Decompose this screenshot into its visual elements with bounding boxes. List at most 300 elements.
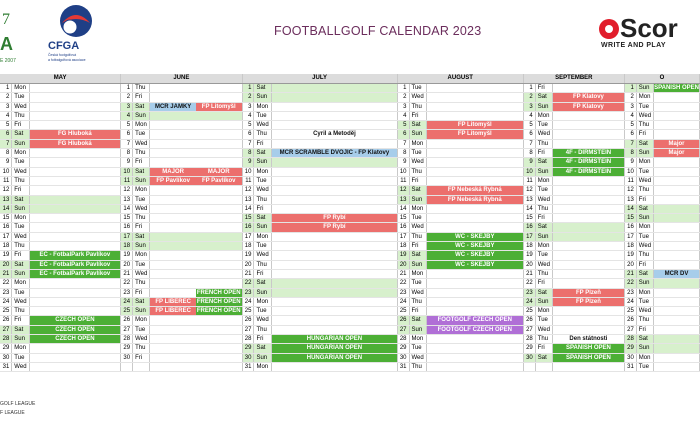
event-cell xyxy=(426,353,523,362)
day-number: 3 xyxy=(0,102,12,111)
weekday: Thu xyxy=(254,260,272,269)
event-cell xyxy=(552,223,624,232)
calendar-row xyxy=(0,362,700,371)
weekday: Fri xyxy=(535,214,552,223)
event-cell xyxy=(272,214,397,223)
day-number: 20 xyxy=(624,260,636,269)
event-label: SPANISH OPEN xyxy=(553,344,624,352)
day-number: 15 xyxy=(0,214,12,223)
day-number: 10 xyxy=(624,167,636,176)
weekday: Thu xyxy=(133,344,150,353)
league-logo-letter: A xyxy=(0,34,13,54)
day-number: 12 xyxy=(624,186,636,195)
event-cell xyxy=(654,353,700,362)
day-number: 25 xyxy=(523,307,535,316)
day-number: 14 xyxy=(242,204,254,213)
event-cell xyxy=(654,130,700,139)
day-number: 30 xyxy=(624,353,636,362)
event-label: FP Klatovy xyxy=(553,103,624,111)
day-number: 29 xyxy=(121,344,133,353)
event-cell xyxy=(426,167,523,176)
calendar-row xyxy=(0,242,700,251)
day-number: 11 xyxy=(397,176,409,185)
weekday: Mon xyxy=(636,223,653,232)
weekday: Tue xyxy=(636,167,653,176)
weekday: Thu xyxy=(12,111,29,120)
weekday: Wed xyxy=(133,204,150,213)
weekday: Sat xyxy=(535,223,552,232)
event-cell xyxy=(150,186,242,195)
weekday xyxy=(535,362,552,371)
weekday: Mon xyxy=(535,307,552,316)
day-number: 23 xyxy=(523,288,535,297)
day-number: 1 xyxy=(121,84,133,93)
weekday: Sun xyxy=(133,176,150,185)
weekday: Sun xyxy=(12,269,29,278)
empty-slot xyxy=(150,289,196,297)
event-label: FP Plzeň xyxy=(553,298,624,306)
weekday: Fri xyxy=(12,186,29,195)
event-cell xyxy=(29,297,121,306)
day-number: 20 xyxy=(0,260,12,269)
event-cell xyxy=(150,279,242,288)
calendar-row xyxy=(0,288,700,297)
event-cell xyxy=(29,158,121,167)
day-number: 9 xyxy=(0,158,12,167)
weekday: Thu xyxy=(133,214,150,223)
event-cell xyxy=(150,242,242,251)
weekday: Tue xyxy=(636,362,653,371)
event-cell xyxy=(552,353,624,362)
weekday: Tue xyxy=(409,149,426,158)
event-cell xyxy=(654,269,700,278)
event-label: FP Litomyšl xyxy=(196,103,242,111)
weekday: Tue xyxy=(409,84,426,93)
day-number: 19 xyxy=(121,251,133,260)
weekday: Sat xyxy=(409,186,426,195)
day-number: 27 xyxy=(121,325,133,334)
event-cell xyxy=(552,288,624,297)
day-number: 13 xyxy=(624,195,636,204)
day-number: 9 xyxy=(242,158,254,167)
weekday: Mon xyxy=(535,242,552,251)
event-cell xyxy=(426,297,523,306)
calendar-row xyxy=(0,195,700,204)
event-cell xyxy=(552,121,624,130)
event-cell xyxy=(150,344,242,353)
weekday: Sun xyxy=(636,214,653,223)
event-cell xyxy=(29,325,121,334)
event-cell xyxy=(29,260,121,269)
day-number: 15 xyxy=(523,214,535,223)
day-number: 15 xyxy=(242,214,254,223)
event-cell xyxy=(150,335,242,344)
cfga-sub2: a fotbalgolfová asociace xyxy=(48,58,86,62)
weekday: Fri xyxy=(636,260,653,269)
day-number: 16 xyxy=(397,223,409,232)
weekday: Tue xyxy=(133,195,150,204)
weekday: Sat xyxy=(535,353,552,362)
event-cell xyxy=(29,130,121,139)
event-label: FP Pavlíkov xyxy=(150,177,196,185)
day-number: 7 xyxy=(0,139,12,148)
day-number: 15 xyxy=(624,214,636,223)
event-label: FP LIBEREC xyxy=(150,307,196,315)
event-cell xyxy=(150,93,242,102)
weekday: Sun xyxy=(12,204,29,213)
weekday: Sun xyxy=(636,344,653,353)
weekday: Tue xyxy=(535,186,552,195)
day-number: 18 xyxy=(242,242,254,251)
event-cell xyxy=(150,307,242,316)
event-cell xyxy=(29,362,121,371)
weekday: Wed xyxy=(409,353,426,362)
day-number: 22 xyxy=(397,279,409,288)
event-cell xyxy=(29,335,121,344)
weekday: Sun xyxy=(535,232,552,241)
event-label: FG Hluboká xyxy=(30,130,121,138)
event-cell xyxy=(654,121,700,130)
day-number: 1 xyxy=(624,84,636,93)
day-number: 10 xyxy=(0,167,12,176)
calendar-table xyxy=(0,74,700,372)
event-cell xyxy=(272,251,397,260)
event-cell xyxy=(272,84,397,93)
month-header: SEPTEMBER xyxy=(523,74,624,84)
weekday: Tue xyxy=(636,297,653,306)
day-number: 24 xyxy=(523,297,535,306)
weekday: Thu xyxy=(12,176,29,185)
day-number: 26 xyxy=(121,316,133,325)
day-number: 20 xyxy=(397,260,409,269)
weekday: Sat xyxy=(12,130,29,139)
day-number: 28 xyxy=(121,335,133,344)
event-cell xyxy=(150,167,242,176)
day-number: 11 xyxy=(242,176,254,185)
event-label: SPANISH OPEN xyxy=(654,85,699,91)
weekday: Thu xyxy=(133,279,150,288)
weekday: Tue xyxy=(409,214,426,223)
weekday: Mon xyxy=(409,204,426,213)
weekday: Sun xyxy=(254,93,272,102)
event-cell xyxy=(29,214,121,223)
event-cell xyxy=(150,176,242,185)
weekday: Sat xyxy=(409,316,426,325)
event-label: FP Litomyšl xyxy=(427,130,523,138)
day-number: 6 xyxy=(121,130,133,139)
weekday: Sat xyxy=(636,139,653,148)
day-number: 22 xyxy=(121,279,133,288)
day-number: 5 xyxy=(242,121,254,130)
weekday: Sun xyxy=(133,307,150,316)
weekday: Wed xyxy=(133,139,150,148)
day-number: 17 xyxy=(0,232,12,241)
bottom-notes xyxy=(0,400,35,418)
day-number: 19 xyxy=(0,251,12,260)
weekday: Tue xyxy=(535,251,552,260)
event-label: FRENCH OPEN xyxy=(196,289,241,296)
day-number: 22 xyxy=(242,279,254,288)
event-cell xyxy=(654,195,700,204)
day-number: 7 xyxy=(121,139,133,148)
weekday: Fri xyxy=(133,158,150,167)
event-cell xyxy=(654,84,700,93)
day-number: 1 xyxy=(242,84,254,93)
day-number: 12 xyxy=(121,186,133,195)
weekday: Fri xyxy=(409,307,426,316)
day-number: 23 xyxy=(624,288,636,297)
event-cell xyxy=(272,297,397,306)
day-number: 31 xyxy=(397,362,409,371)
weekday: Thu xyxy=(636,316,653,325)
weekday: Sun xyxy=(133,242,150,251)
day-number: 5 xyxy=(0,121,12,130)
weekday: Fri xyxy=(133,353,150,362)
day-number: 3 xyxy=(624,102,636,111)
weekday: Mon xyxy=(254,362,272,371)
event-label: HUNGARIAN OPEN xyxy=(272,344,396,352)
day-number: 3 xyxy=(121,102,133,111)
scor-wordmark xyxy=(598,13,678,43)
day-number: 29 xyxy=(0,344,12,353)
day-number: 20 xyxy=(121,260,133,269)
event-cell xyxy=(654,260,700,269)
day-number: 17 xyxy=(397,232,409,241)
event-cell xyxy=(272,195,397,204)
event-label: Den státnosti xyxy=(569,336,608,343)
event-cell xyxy=(272,93,397,102)
day-number: 23 xyxy=(121,288,133,297)
event-cell xyxy=(654,167,700,176)
day-number: 8 xyxy=(523,149,535,158)
event-cell xyxy=(552,176,624,185)
event-cell xyxy=(150,297,242,306)
day-number: 29 xyxy=(242,344,254,353)
event-cell xyxy=(272,149,397,158)
event-cell xyxy=(272,204,397,213)
weekday: Sun xyxy=(254,223,272,232)
calendar-row xyxy=(0,139,700,148)
event-label: HUNGARIAN OPEN xyxy=(272,354,396,362)
event-cell xyxy=(29,176,121,185)
calendar-row xyxy=(0,149,700,158)
event-cell xyxy=(654,307,700,316)
event-cell xyxy=(272,288,397,297)
day-number: 2 xyxy=(523,93,535,102)
event-cell xyxy=(29,223,121,232)
event-cell xyxy=(272,307,397,316)
calendar-row xyxy=(0,232,700,241)
weekday: Wed xyxy=(12,297,29,306)
weekday: Sun xyxy=(254,158,272,167)
day-number: 8 xyxy=(121,149,133,158)
event-cell xyxy=(426,176,523,185)
calendar-row xyxy=(0,307,700,316)
day-number: 21 xyxy=(523,269,535,278)
day-number: 26 xyxy=(523,316,535,325)
event-label: FP Klatovy xyxy=(553,93,624,101)
day-number: 7 xyxy=(242,139,254,148)
weekday: Wed xyxy=(636,111,653,120)
event-cell xyxy=(654,335,700,344)
weekday: Tue xyxy=(636,102,653,111)
weekday: Thu xyxy=(535,204,552,213)
event-cell xyxy=(426,344,523,353)
weekday: Mon xyxy=(409,335,426,344)
weekday: Wed xyxy=(254,316,272,325)
event-cell xyxy=(426,130,523,139)
event-cell xyxy=(150,204,242,213)
event-cell xyxy=(29,251,121,260)
day-number: 16 xyxy=(121,223,133,232)
weekday: Tue xyxy=(12,93,29,102)
event-cell xyxy=(29,288,121,297)
day-number: 2 xyxy=(242,93,254,102)
day-number: 4 xyxy=(242,111,254,120)
day-number: 6 xyxy=(397,130,409,139)
weekday: Sat xyxy=(133,232,150,241)
event-cell xyxy=(552,93,624,102)
event-cell xyxy=(150,195,242,204)
weekday: Wed xyxy=(409,158,426,167)
day-number: 27 xyxy=(397,325,409,334)
event-cell xyxy=(552,102,624,111)
day-number: 31 xyxy=(624,362,636,371)
weekday: Sun xyxy=(409,260,426,269)
weekday: Sun xyxy=(535,102,552,111)
event-cell xyxy=(654,93,700,102)
calendar-row xyxy=(0,223,700,232)
weekday: Fri xyxy=(133,288,150,297)
event-cell xyxy=(552,84,624,93)
event-cell xyxy=(654,176,700,185)
day-number: 18 xyxy=(121,242,133,251)
weekday: Mon xyxy=(254,297,272,306)
event-label: CZECH OPEN xyxy=(30,326,121,334)
weekday: Thu xyxy=(535,139,552,148)
day-number: 24 xyxy=(242,297,254,306)
day-number: 19 xyxy=(624,251,636,260)
event-cell xyxy=(552,204,624,213)
calendar-row xyxy=(0,176,700,185)
event-cell xyxy=(426,93,523,102)
day-number: 13 xyxy=(397,195,409,204)
calendar-row xyxy=(0,297,700,306)
scor-tagline: WRITE AND PLAY xyxy=(601,42,666,49)
calendar-row xyxy=(0,186,700,195)
event-cell xyxy=(29,232,121,241)
weekday: Thu xyxy=(409,232,426,241)
weekday: Sun xyxy=(535,167,552,176)
weekday: Wed xyxy=(12,232,29,241)
event-cell xyxy=(552,111,624,120)
day-number: 5 xyxy=(624,121,636,130)
weekday: Mon xyxy=(535,111,552,120)
cfga-logo xyxy=(46,3,102,63)
weekday: Fri xyxy=(409,111,426,120)
day-number: 17 xyxy=(624,232,636,241)
event-label: FG Hluboká xyxy=(30,140,121,148)
event-cell xyxy=(552,232,624,241)
day-number: 28 xyxy=(0,335,12,344)
day-number: 22 xyxy=(523,279,535,288)
weekday: Mon xyxy=(12,149,29,158)
day-number: 2 xyxy=(0,93,12,102)
day-number: 5 xyxy=(397,121,409,130)
weekday: Fri xyxy=(535,84,552,93)
event-cell xyxy=(150,111,242,120)
day-number: 6 xyxy=(242,130,254,139)
event-label: HUNGARIAN OPEN xyxy=(272,335,396,343)
day-number: 31 xyxy=(242,362,254,371)
weekday: Sat xyxy=(254,84,272,93)
weekday: Thu xyxy=(409,167,426,176)
day-number: 23 xyxy=(0,288,12,297)
weekday: Tue xyxy=(12,223,29,232)
league-logo xyxy=(0,4,44,64)
calendar-row xyxy=(0,130,700,139)
day-number: 10 xyxy=(397,167,409,176)
day-number: 6 xyxy=(624,130,636,139)
bottom-note-2: F LEAGUE xyxy=(0,410,25,416)
day-number: 16 xyxy=(523,223,535,232)
weekday: Wed xyxy=(535,195,552,204)
day-number: 21 xyxy=(0,269,12,278)
event-cell xyxy=(150,214,242,223)
weekday: Thu xyxy=(636,251,653,260)
weekday: Tue xyxy=(409,279,426,288)
weekday: Wed xyxy=(12,102,29,111)
day-number: 7 xyxy=(624,139,636,148)
day-number: 1 xyxy=(0,84,12,93)
event-cell xyxy=(654,149,700,158)
day-number: 19 xyxy=(397,251,409,260)
weekday: Wed xyxy=(535,325,552,334)
calendar-row xyxy=(0,353,700,362)
day-number: 30 xyxy=(523,353,535,362)
event-cell xyxy=(552,186,624,195)
weekday: Tue xyxy=(12,353,29,362)
event-cell xyxy=(29,307,121,316)
day-number: 14 xyxy=(121,204,133,213)
event-cell xyxy=(29,149,121,158)
day-number: 3 xyxy=(242,102,254,111)
weekday: Mon xyxy=(133,316,150,325)
event-cell xyxy=(426,260,523,269)
event-cell xyxy=(654,111,700,120)
weekday: Fri xyxy=(133,93,150,102)
day-number: 23 xyxy=(242,288,254,297)
scor-logo xyxy=(598,13,700,53)
event-cell xyxy=(150,149,242,158)
weekday: Thu xyxy=(535,335,552,344)
day-number: 17 xyxy=(242,232,254,241)
weekday: Mon xyxy=(133,186,150,195)
event-cell xyxy=(29,279,121,288)
weekday: Sat xyxy=(254,149,272,158)
day-number xyxy=(121,362,133,371)
weekday: Mon xyxy=(636,288,653,297)
day-number: 30 xyxy=(0,353,12,362)
league-logo-year: E 2007 xyxy=(0,58,16,64)
calendar-row xyxy=(0,167,700,176)
event-label: FOOTGOLF CZECH OPEN xyxy=(427,326,523,334)
weekday: Sun xyxy=(409,195,426,204)
weekday: Sat xyxy=(254,214,272,223)
weekday: Mon xyxy=(409,269,426,278)
calendar-row xyxy=(0,111,700,120)
event-cell xyxy=(272,344,397,353)
